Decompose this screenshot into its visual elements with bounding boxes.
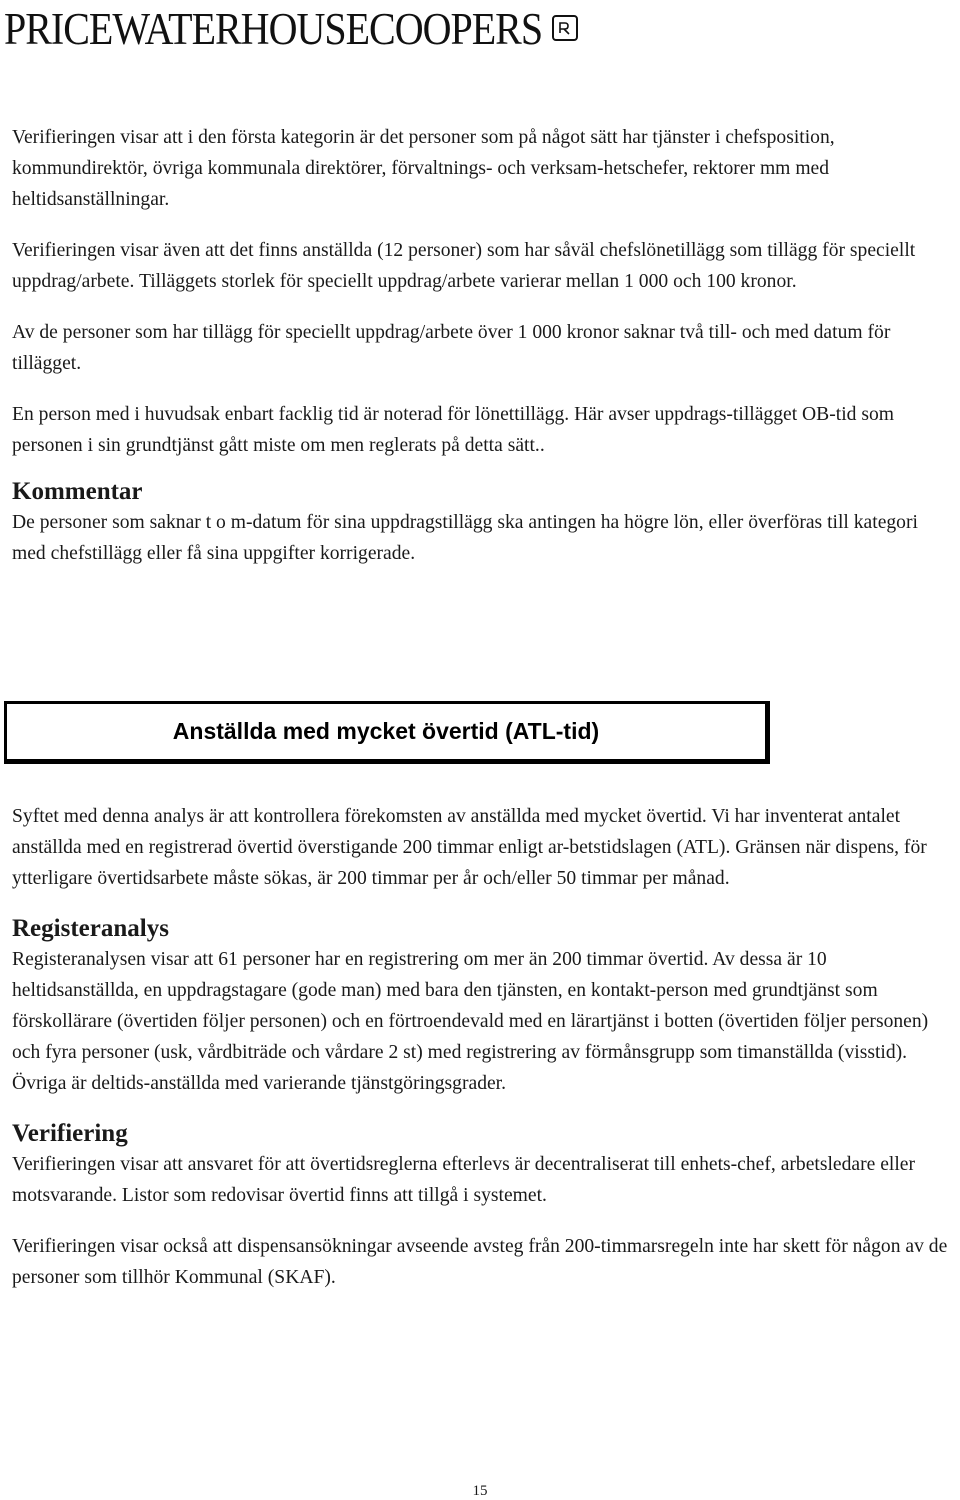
paragraph: Verifieringen visar också att dispensansökningar avseende avsteg från 200-timmarsregeln inte har skett för någon av de personer som tillhör Kommunal (SKAF). (12, 1236, 948, 1288)
document-body (12, 122, 950, 569)
paragraph: En person med i huvudsak enbart facklig tid är noterad för lönettillägg. Här avser uppdrags-tillägget OB-tid som personen i sin grundtjänst gått miste om men reglerats på detta sätt.. (12, 404, 895, 456)
paragraph: Verifieringen visar att ansvaret för att övertidsreglerna efterlevs är decentraliserat till enhets-chef, arbetsledare eller motsvarande. Listor som redovisar övertid finns att tillgå i systemet. (12, 1154, 916, 1206)
paragraph: Syftet med denna analys är att kontrollera förekomsten av anställda med mycket övertid. Vi har inventerat antalet anställda med en registrerad övertid överstigande 200 timmar enligt ar-betstidslagen (ATL). Gränsen när dispens, för ytterligare övertidsarbete måste sökas, är 200 timmar per år och/eller 50 timmar per månad. (12, 806, 927, 889)
paragraph: Av de personer som har tillägg för speciellt uppdrag/arbete över 1 000 kronor saknar två till- och med datum för tillägget. (12, 322, 891, 374)
document-body-2 (12, 801, 950, 1293)
paragraph: Verifieringen visar även att det finns anställda (12 personer) som har såväl chefslönetillägg som tillägg för speciellt uppdrag/arbete. Tilläggets storlek för speciellt uppdrag/arbete varierar mellan 1 000 och 100 kronor. (12, 240, 916, 292)
logo-text: PRICEWATERHOUSECOOPERS (4, 2, 543, 54)
heading-verifiering: Verifiering (12, 1120, 128, 1147)
paragraph: Registeranalysen visar att 61 personer har en registrering om mer än 200 timmar övertid. Av dessa är 10 heltidsanställda, en uppdragstagare (gode man) med bara den tjänsten, en kontakt-person med grundtjänst som förskollärare (övertiden följer personen) och en förtroendevald med en lärartjänst i botten (övertiden följer personen) och fyra personer (usk, vårdbiträde och vårdare 2 st) med registrering av förmånsgrupp som timanställda (visstid). Övriga är deltids-anställda med varierande tjänstgöringsgrader. (12, 949, 929, 1094)
page-number: 15 (472, 1483, 488, 1499)
section-heading: Anställda med mycket övertid (ATL-tid) (172, 718, 600, 744)
company-logo (4, 4, 578, 52)
section-heading-box (4, 701, 770, 764)
heading-kommentar: Kommentar (12, 478, 143, 505)
heading-registeranalys: Registeranalys (12, 915, 169, 942)
paragraph: Verifieringen visar att i den första kategorin är det personer som på något sätt har tjänster i chefsposition, kommundirektör, övriga kommunala direktörer, förvaltnings- och verksam-hetschefer, rektorer mm med heltidsanställningar. (12, 127, 835, 210)
seal-icon (552, 15, 578, 41)
paragraph: De personer som saknar t o m-datum för sina uppdragstillägg ska antingen ha högre lön, eller överföras till kategori med chefstillägg eller få sina uppgifter korrigerade. (12, 512, 918, 564)
